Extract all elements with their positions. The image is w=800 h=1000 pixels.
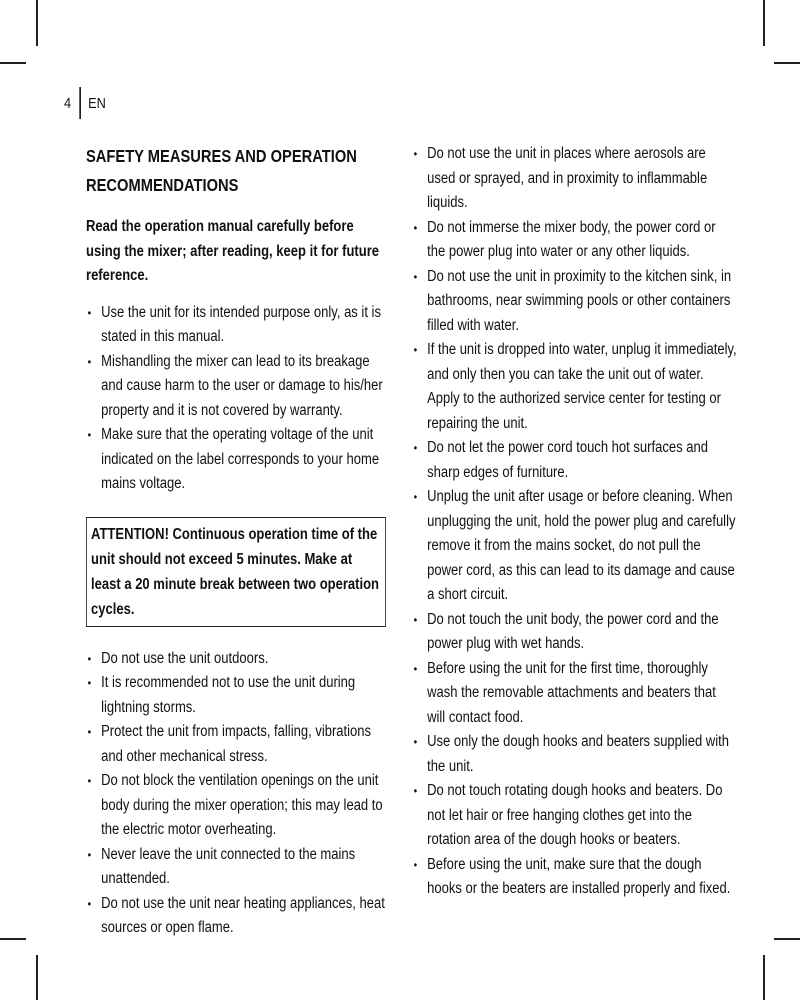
list-item: • Make sure that the operating voltage of the unit indicated on the label corresponds to your home mains voltage. [86,423,386,497]
attention-box: ATTENTION! Continuous operation time of the unit should not exceed 5 minutes. Make at least a 20 minute break between two operation cycles. [86,517,386,627]
header-divider [80,87,82,119]
list-item: • Do not immerse the mixer body, the power cord or the power plug into water or any other liquids. [412,216,737,265]
list-item: • Do not block the ventilation openings on the unit body during the mixer operation; this may lead to the electric motor overheating. [86,769,386,843]
crop-mark-top-right-horizontal [774,62,800,64]
list-item: • Before using the unit, make sure that the dough hooks or the beaters are installed properly and fixed. [412,853,737,902]
intro-paragraph: Read the operation manual carefully before using the mixer; after reading, keep it for future reference. [86,218,380,284]
list-item: • Do not use the unit in proximity to the kitchen sink, in bathrooms, near swimming pools or other containers filled with water. [412,265,737,339]
page-header [64,88,106,118]
bullet-list-environment [86,647,386,941]
list-item: • Do not use the unit outdoors. [86,647,386,672]
list-item: • Before using the unit for the first time, thoroughly wash the removable attachments and beaters that will contact food. [412,657,737,731]
crop-mark-top-right-vertical [763,0,765,46]
right-column [412,142,737,902]
list-item: • Do not use the unit near heating appliances, heat sources or open flame. [86,892,386,941]
list-item: • Use the unit for its intended purpose only, as it is stated in this manual. [86,301,386,350]
crop-mark-top-left-horizontal [0,62,26,64]
crop-mark-top-left-vertical [36,0,38,46]
left-column [86,142,386,941]
bullet-list-general [86,301,386,497]
list-item: • Protect the unit from impacts, falling, vibrations and other mechanical stress. [86,720,386,769]
list-item: • If the unit is dropped into water, unplug it immediately, and only then you can take the unit out of water. Apply to the authorized service center for testing or repairing the unit. [412,338,737,436]
crop-mark-bottom-right-horizontal [774,938,800,940]
list-item: • Do not use the unit in places where aerosols are used or sprayed, and in proximity to inflammable liquids. [412,142,737,216]
crop-mark-bottom-left-vertical [36,955,38,1000]
list-item: • Do not touch rotating dough hooks and beaters. Do not let hair or free hanging clothes get into the rotation area of the dough hooks or beaters. [412,779,737,853]
bullet-list-safety [412,142,737,902]
language-code: EN [88,94,106,112]
list-item: • Never leave the unit connected to the mains unattended. [86,843,386,892]
list-item: • Unplug the unit after usage or before cleaning. When unplugging the unit, hold the power plug and carefully remove it from the mains socket, do not pull the power cord, as this can lead to its damage and cause a short circuit. [412,485,737,608]
list-item: • Do not touch the unit body, the power cord and the power plug with wet hands. [412,608,737,657]
section-title: SAFETY MEASURES AND OPERATION RECOMMENDATIONS [86,146,357,195]
crop-mark-bottom-left-horizontal [0,938,26,940]
list-item: • Use only the dough hooks and beaters supplied with the unit. [412,730,737,779]
page-number: 4 [64,94,72,112]
list-item: • Mishandling the mixer can lead to its breakage and cause harm to the user or damage to his/her property and it is not covered by warranty. [86,350,386,424]
crop-mark-bottom-right-vertical [763,955,765,1000]
list-item: • Do not let the power cord touch hot surfaces and sharp edges of furniture. [412,436,737,485]
list-item: • It is recommended not to use the unit during lightning storms. [86,671,386,720]
